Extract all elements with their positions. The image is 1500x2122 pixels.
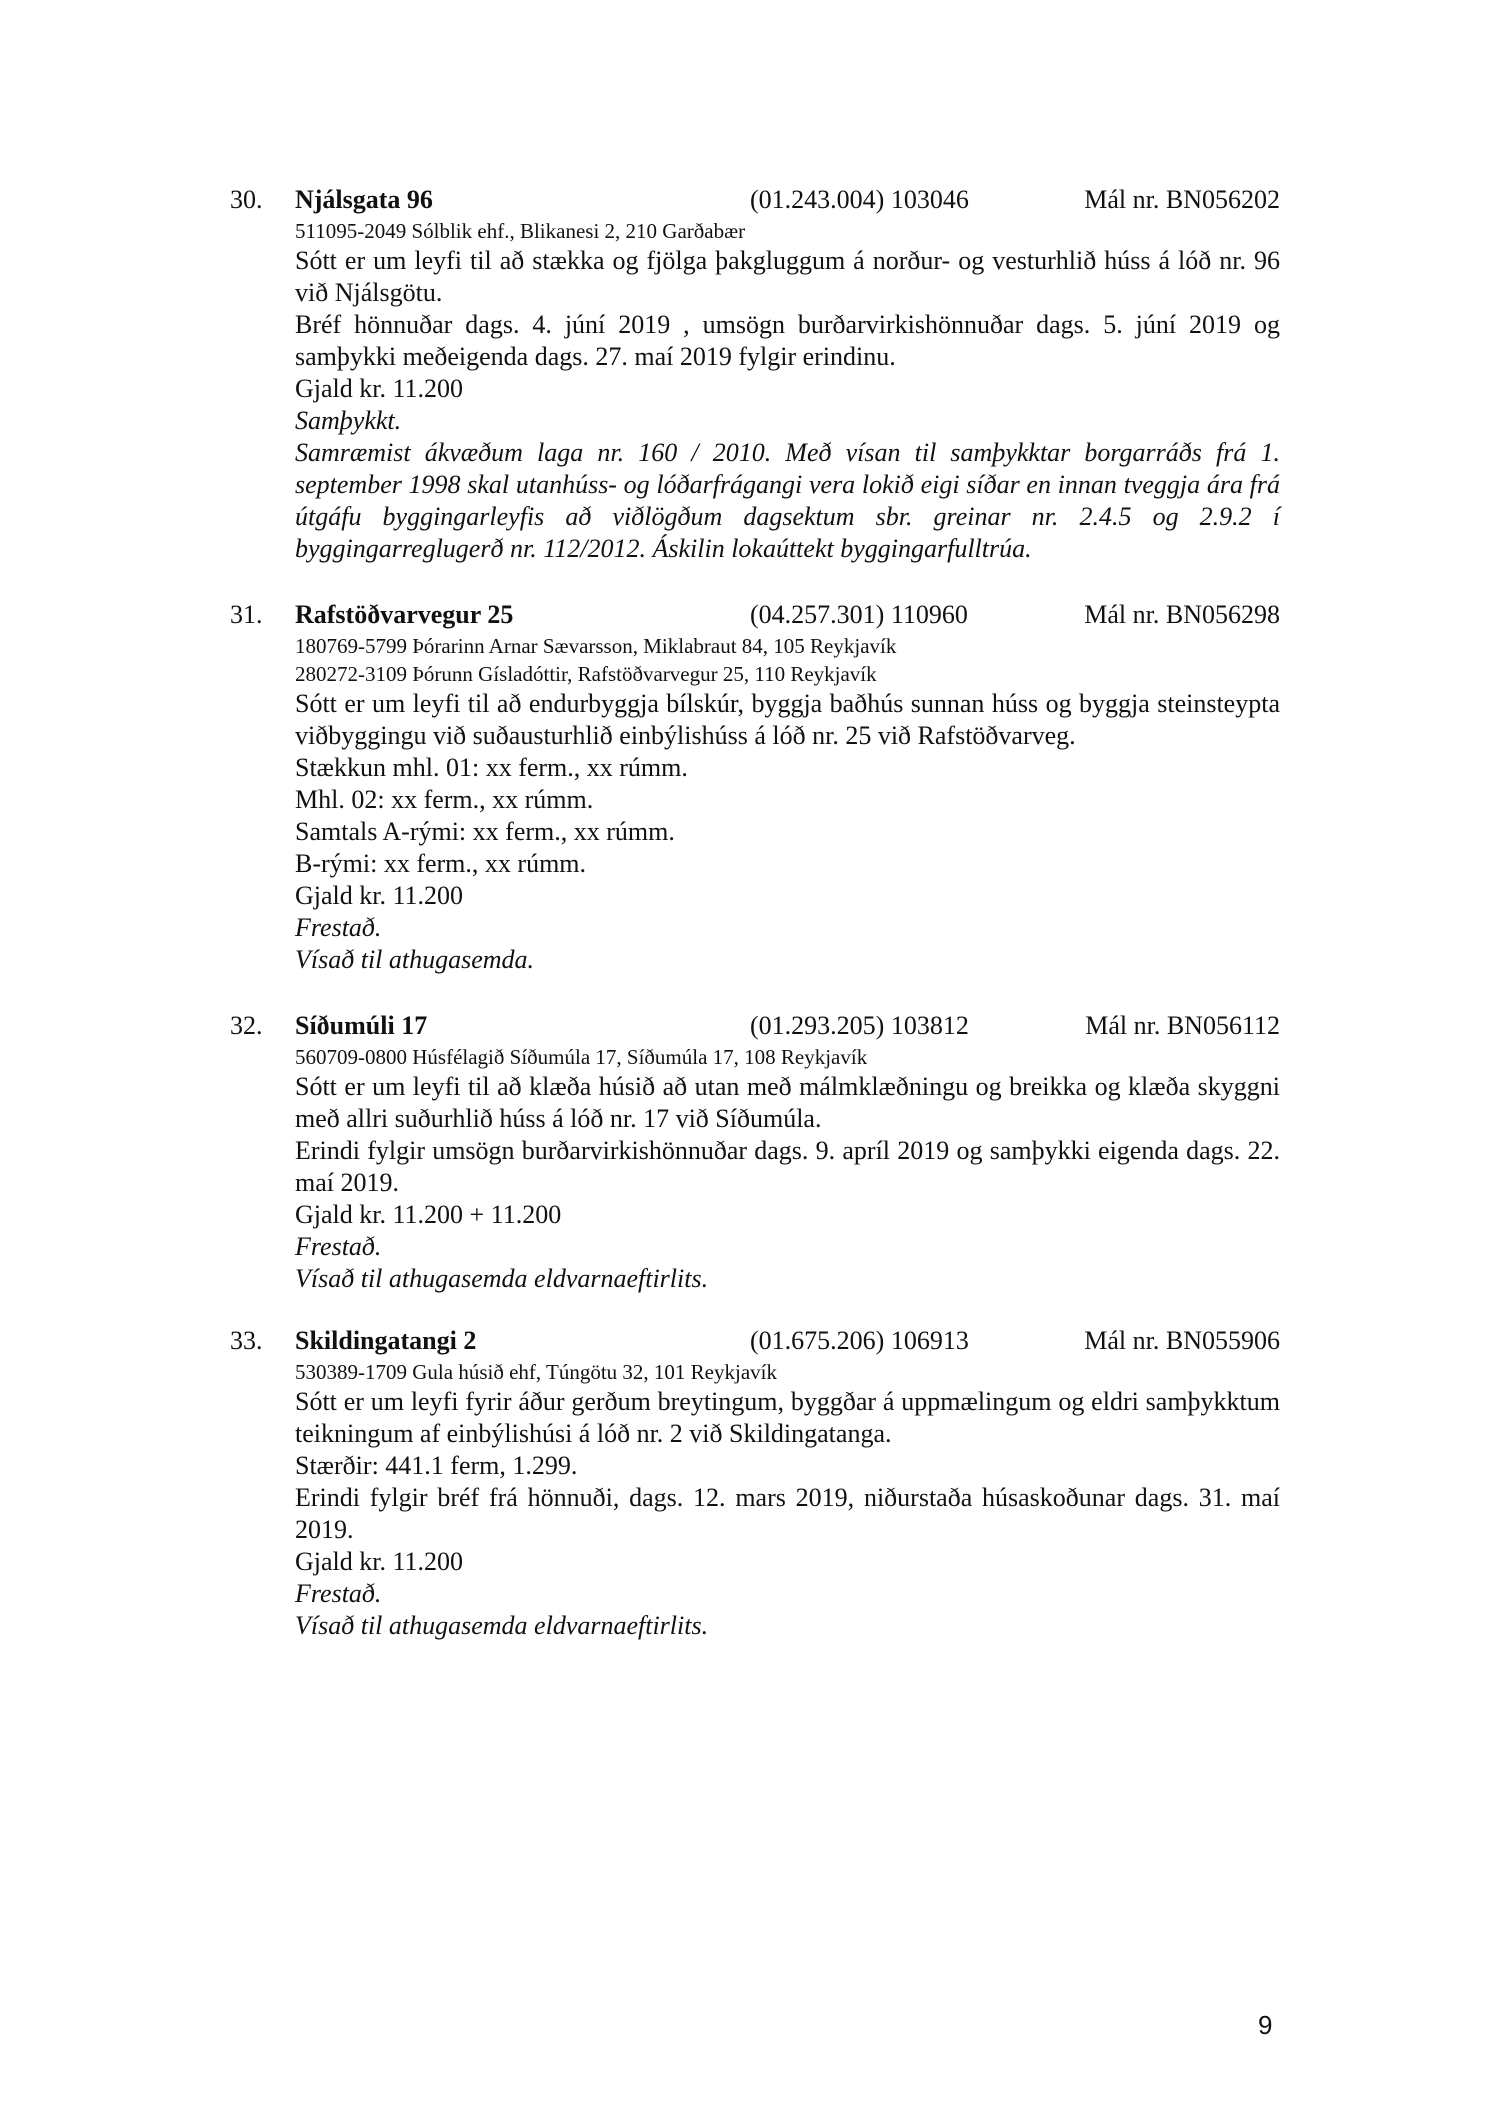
page-number: 9	[1258, 2010, 1273, 2040]
entry-decision: Frestað.	[295, 1579, 382, 1608]
entry-paragraph: Erindi fylgir bréf frá hönnuði, dags. 12. mars 2019, niðurstaða húsaskoðunar dags. 31. maí 2019.	[295, 1483, 1280, 1544]
applicant: 280272-3109 Þórunn Gísladóttir, Rafstöðvarvegur 25, 110 Reykjavík	[295, 662, 877, 686]
applicant: 180769-5799 Þórarinn Arnar Sævarsson, Miklabraut 84, 105 Reykjavík	[295, 634, 897, 658]
entry-property-code: (01.293.205) 103812	[750, 1011, 969, 1040]
entry-body	[295, 1043, 1280, 1295]
entry-paragraph: B-rými: xx ferm., xx rúmm.	[295, 849, 587, 878]
entry-paragraph: Samtals A-rými: xx ferm., xx rúmm.	[295, 817, 675, 846]
entry-fee: Gjald kr. 11.200	[295, 1547, 464, 1576]
applicant: 530389-1709 Gula húsið ehf, Túngötu 32, 101 Reykjavík	[295, 1360, 777, 1384]
entry-body	[295, 1358, 1280, 1642]
entry-number: 33.	[230, 1326, 263, 1355]
entry-paragraph: Bréf hönnuðar dags. 4. júní 2019 , umsögn burðarvirkishönnuðar dags. 5. júní 2019 og samþykki meðeigenda dags. 27. maí 2019 fylgir erindinu.	[295, 310, 1280, 371]
entry-paragraph: Sótt er um leyfi til að endurbyggja bílskúr, byggja baðhús sunnan húss og byggja steinsteypta viðbyggingu við suðausturhlið einbýlishúss á lóð nr. 25 við Rafstöðvarveg.	[295, 689, 1280, 750]
entry-paragraph: Stærðir: 441.1 ferm, 1.299.	[295, 1451, 578, 1480]
entry-header	[230, 1009, 1280, 1043]
entry-case-number: Mál nr. BN056112	[1085, 1011, 1280, 1040]
entry-notes: Vísað til athugasemda eldvarnaeftirlits.	[295, 1611, 709, 1640]
entry-decision: Frestað.	[295, 1232, 382, 1261]
entry-number: 30.	[230, 185, 263, 214]
entry-paragraph: Sótt er um leyfi til að stækka og fjölga þakgluggum á norður- og vesturhlið húss á lóð nr. 96 við Njálsgötu.	[295, 246, 1280, 307]
entry-paragraph: Erindi fylgir umsögn burðarvirkishönnuðar dags. 9. apríl 2019 og samþykki eigenda dags. 22. maí 2019.	[295, 1136, 1280, 1197]
entry-number: 32.	[230, 1011, 263, 1040]
entry-case-number: Mál nr. BN056202	[1084, 185, 1280, 214]
entry-fee: Gjald kr. 11.200	[295, 881, 464, 910]
entry-paragraph: Sótt er um leyfi til að klæða húsið að utan með málmklæðningu og breikka og klæða skyggni með allri suðurhlið húss á lóð nr. 17 við Síðumúla.	[295, 1072, 1280, 1133]
entry-header	[230, 183, 1280, 217]
entry-body	[295, 632, 1280, 976]
entry-address: Rafstöðvarvegur 25	[295, 600, 514, 629]
entry-number: 31.	[230, 600, 263, 629]
entry-case-number: Mál nr. BN055906	[1084, 1326, 1280, 1355]
entry-notes: Samræmist ákvæðum laga nr. 160 / 2010. Með vísan til samþykktar borgarráðs frá 1. september 1998 skal utanhúss- og lóðarfrágangi vera lokið eigi síðar en innan tveggja ára frá útgáfu byggingarleyfis að viðlögðum dagsektum sbr. greinar nr. 2.4.5 og 2.9.2 í byggingarreglugerð nr. 112/2012. Áskilin lokaúttekt byggingarfulltrúa.	[295, 438, 1280, 563]
entry-fee: Gjald kr. 11.200	[295, 374, 464, 403]
entry-property-code: (04.257.301) 110960	[750, 600, 968, 629]
entry-property-code: (01.675.206) 106913	[750, 1326, 969, 1355]
entry-address: Síðumúli 17	[295, 1011, 428, 1040]
entry-paragraph: Mhl. 02: xx ferm., xx rúmm.	[295, 785, 594, 814]
entry-header	[230, 598, 1280, 632]
entry-decision: Frestað.	[295, 913, 382, 942]
entry-address: Skildingatangi 2	[295, 1326, 477, 1355]
entry-paragraph: Stækkun mhl. 01: xx ferm., xx rúmm.	[295, 753, 688, 782]
entry-property-code: (01.243.004) 103046	[750, 185, 969, 214]
agenda-entry	[230, 1324, 1280, 1642]
agenda-entry	[230, 183, 1280, 565]
entry-address: Njálsgata 96	[295, 185, 433, 214]
agenda-entry	[230, 598, 1280, 976]
applicant: 511095-2049 Sólblik ehf., Blikanesi 2, 210 Garðabær	[295, 219, 746, 243]
entry-fee: Gjald kr. 11.200 + 11.200	[295, 1200, 562, 1229]
entry-body	[295, 217, 1280, 565]
entry-paragraph: Sótt er um leyfi fyrir áður gerðum breytingum, byggðar á uppmælingum og eldri samþykktum teikningum af einbýlishúsi á lóð nr. 2 við Skildingatanga.	[295, 1387, 1280, 1448]
entry-notes: Vísað til athugasemda.	[295, 945, 535, 974]
entry-header	[230, 1324, 1280, 1358]
entry-notes: Vísað til athugasemda eldvarnaeftirlits.	[295, 1264, 709, 1293]
entry-decision: Samþykkt.	[295, 406, 402, 435]
applicant: 560709-0800 Húsfélagið Síðumúla 17, Síðumúla 17, 108 Reykjavík	[295, 1045, 868, 1069]
entry-case-number: Mál nr. BN056298	[1084, 600, 1280, 629]
agenda-entry	[230, 1009, 1280, 1295]
